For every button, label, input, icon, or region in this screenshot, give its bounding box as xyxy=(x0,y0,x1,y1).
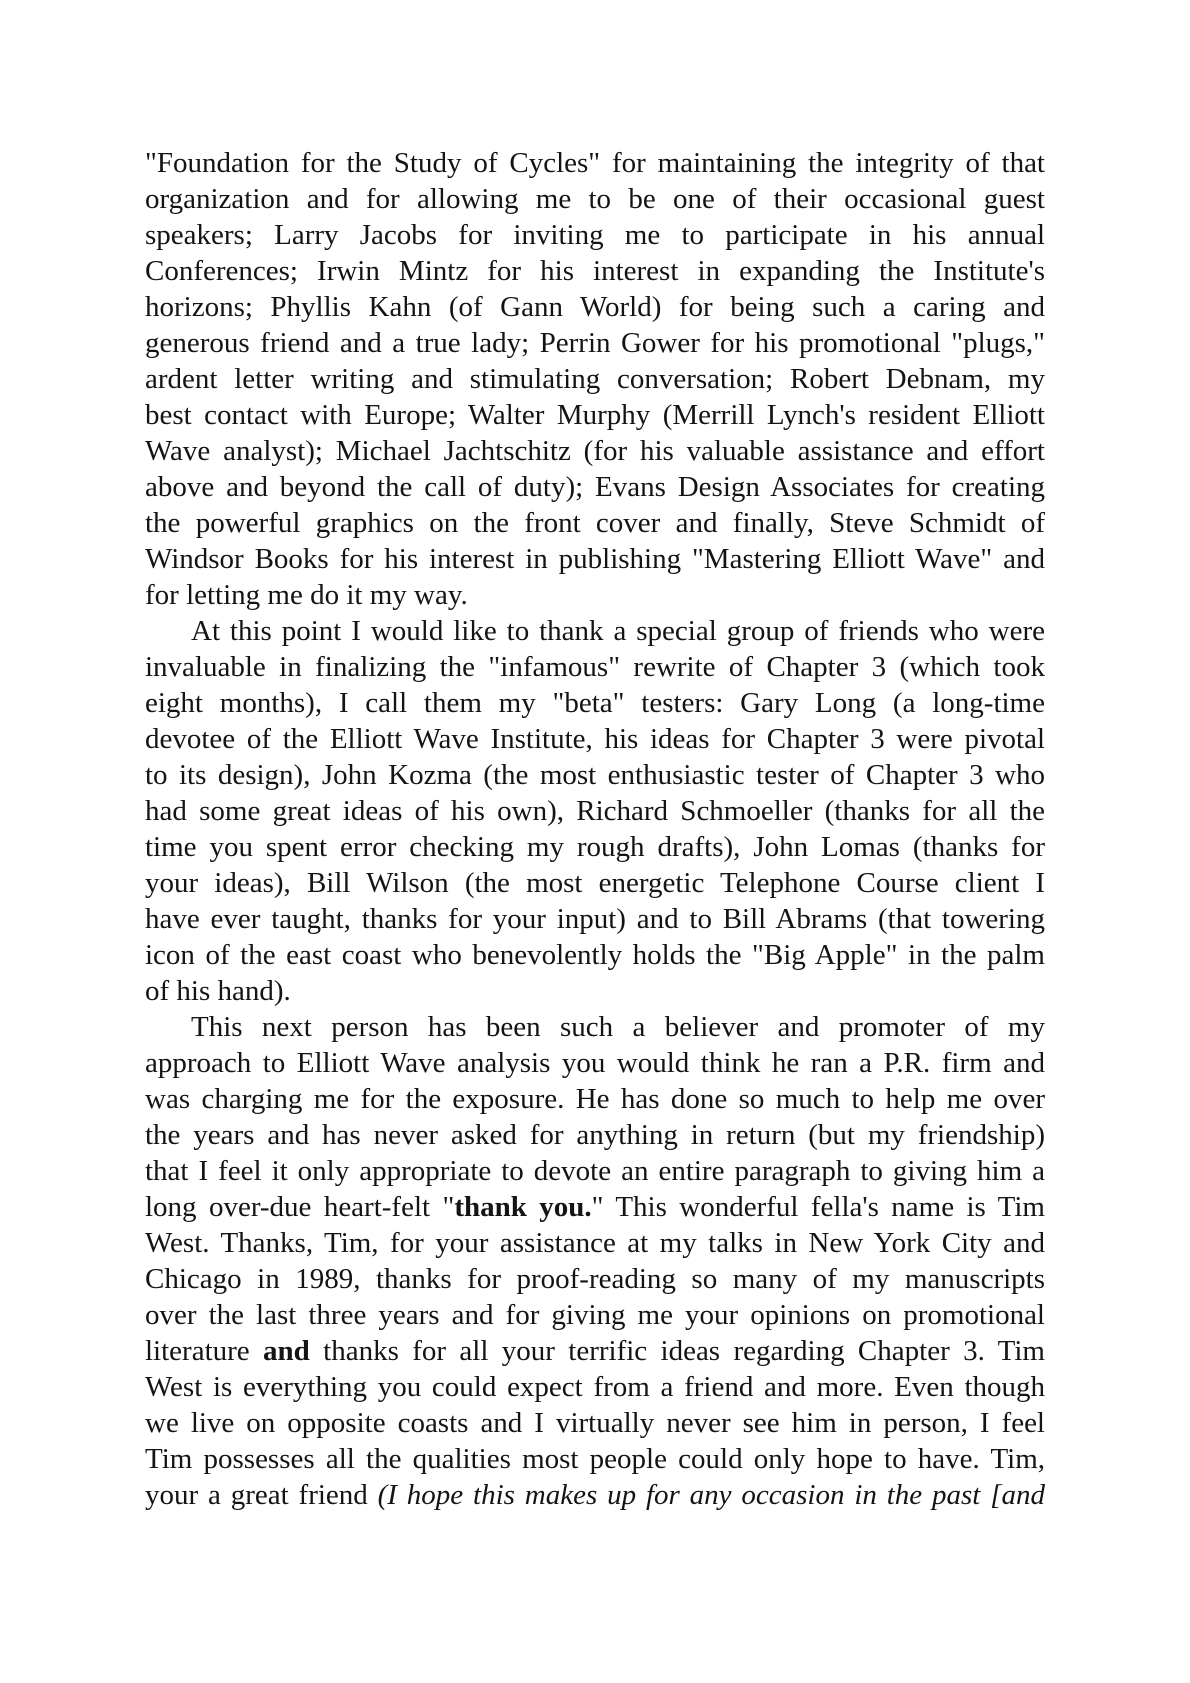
text-line: was charging me for the exposure. He has done so much to help me over xyxy=(145,1083,1045,1115)
text-line: time you spent error checking my rough drafts), John Lomas (thanks for xyxy=(145,831,1045,863)
text-line: the powerful graphics on the front cover and finally, Steve Schmidt of xyxy=(145,507,1045,539)
paragraph-tim-west xyxy=(145,1009,1045,1513)
text-line: Tim possesses all the qualities most people could only hope to have. Tim, xyxy=(145,1443,1045,1475)
text-line: had some great ideas of his own), Richard Schmoeller (thanks for all the xyxy=(145,795,1045,827)
text-line: ardent letter writing and stimulating conversation; Robert Debnam, my xyxy=(145,363,1045,395)
text-line-with-italic xyxy=(145,1477,1045,1513)
document-page xyxy=(145,145,1045,1513)
text-line: to its design), John Kozma (the most enthusiastic tester of Chapter 3 who xyxy=(145,759,1045,791)
text-line-with-bold xyxy=(145,1333,1045,1369)
text-line: West. Thanks, Tim, for your assistance at my talks in New York City and xyxy=(145,1227,1045,1259)
text-line: icon of the east coast who benevolently holds the "Big Apple" in the palm xyxy=(145,939,1045,971)
text-line: eight months), I call them my "beta" testers: Gary Long (a long-time xyxy=(145,687,1045,719)
bold-thank-you: thank you. xyxy=(454,1191,592,1223)
text-line: that I feel it only appropriate to devote an entire paragraph to giving him a xyxy=(145,1155,1045,1187)
text-line-last: for letting me do it my way. xyxy=(145,579,468,611)
text-line: organization and for allowing me to be one of their occasional guest xyxy=(145,183,1045,215)
text-line: generous friend and a true lady; Perrin Gower for his promotional "plugs," xyxy=(145,327,1045,359)
text-line: above and beyond the call of duty); Evans Design Associates for creating xyxy=(145,471,1045,503)
text-line: over the last three years and for giving me your opinions on promotional xyxy=(145,1299,1045,1331)
text-run: thanks for all your terrific ideas regarding Chapter 3. Tim xyxy=(309,1335,1045,1367)
bold-and: and xyxy=(263,1335,310,1367)
text-line: West is everything you could expect from a friend and more. Even though xyxy=(145,1371,1045,1403)
text-line: approach to Elliott Wave analysis you would think he ran a P.R. firm and xyxy=(145,1047,1045,1079)
text-line-first: At this point I would like to thank a special group of friends who were xyxy=(191,615,1045,647)
text-line: best contact with Europe; Walter Murphy (Merrill Lynch's resident Elliott xyxy=(145,399,1045,431)
text-run: long over-due heart-felt " xyxy=(145,1191,455,1223)
text-line: Conferences; Irwin Mintz for his interest in expanding the Institute's xyxy=(145,255,1045,287)
text-line: speakers; Larry Jacobs for inviting me to participate in his annual xyxy=(145,219,1045,251)
text-line: your ideas), Bill Wilson (the most energetic Telephone Course client I xyxy=(145,867,1045,899)
text-line: invaluable in finalizing the "infamous" rewrite of Chapter 3 (which took xyxy=(145,651,1045,683)
italic-aside: (I hope this makes up for any occasion in the past [and xyxy=(377,1479,1045,1511)
text-run: literature xyxy=(145,1335,264,1367)
paragraph-beta-testers xyxy=(145,613,1045,1009)
text-line: Windsor Books for his interest in publishing "Mastering Elliott Wave" and xyxy=(145,543,1045,575)
text-line: the years and has never asked for anything in return (but my friendship) xyxy=(145,1119,1045,1151)
text-run: your a great friend xyxy=(145,1479,378,1511)
text-line: we live on opposite coasts and I virtually never see him in person, I feel xyxy=(145,1407,1045,1439)
text-line: Wave analyst); Michael Jachtschitz (for his valuable assistance and effort xyxy=(145,435,1045,467)
text-line: Chicago in 1989, thanks for proof-reading so many of my manuscripts xyxy=(145,1263,1045,1295)
text-line: devotee of the Elliott Wave Institute, his ideas for Chapter 3 were pivotal xyxy=(145,723,1045,755)
text-run: " This wonderful fella's name is Tim xyxy=(591,1191,1045,1223)
text-line: "Foundation for the Study of Cycles" for maintaining the integrity of that xyxy=(145,147,1045,179)
paragraph-acknowledgements-1 xyxy=(145,145,1045,613)
text-line: have ever taught, thanks for your input) and to Bill Abrams (that towering xyxy=(145,903,1045,935)
text-line: horizons; Phyllis Kahn (of Gann World) for being such a caring and xyxy=(145,291,1045,323)
text-line-with-bold xyxy=(145,1189,1045,1225)
text-line-last: of his hand). xyxy=(145,975,291,1007)
text-line-first: This next person has been such a believer and promoter of my xyxy=(191,1011,1045,1043)
